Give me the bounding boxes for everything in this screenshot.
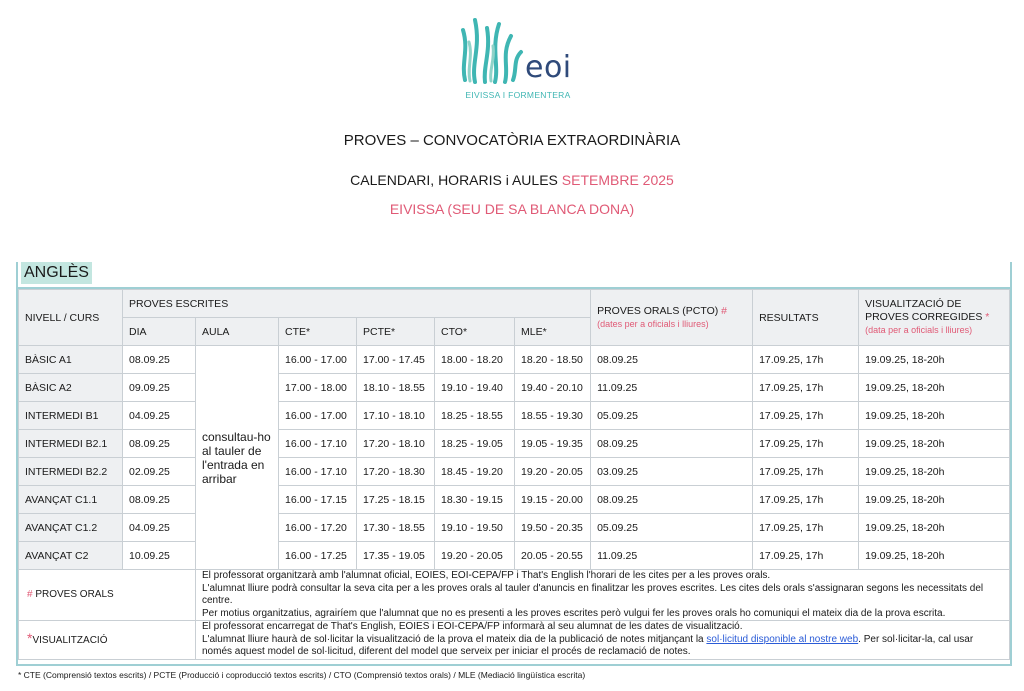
header-row — [19, 290, 1010, 318]
header-cte: CTE* — [279, 318, 357, 346]
cell-nivell: INTERMEDI B1 — [19, 402, 123, 430]
cell-resultats: 17.09.25, 17h — [753, 514, 859, 542]
cell-nivell: INTERMEDI B2.1 — [19, 430, 123, 458]
cell-pcte: 17.35 - 19.05 — [357, 542, 435, 570]
cell-orals: 03.09.25 — [591, 458, 753, 486]
notes-visualitzacio-mark: * — [27, 630, 33, 646]
cell-orals: 05.09.25 — [591, 514, 753, 542]
header-proves-escrites: PROVES ESCRITES — [123, 290, 591, 318]
cell-orals: 08.09.25 — [591, 486, 753, 514]
header-orals-note: (dates per a oficials i lliures) — [597, 318, 709, 329]
cell-cte: 16.00 - 17.15 — [279, 486, 357, 514]
cell-nivell: BÀSIC A1 — [19, 346, 123, 374]
cell-visualitzacio: 19.09.25, 18-20h — [859, 402, 1010, 430]
cell-cto: 18.00 - 18.20 — [435, 346, 515, 374]
footnote: * CTE (Comprensió textos escrits) / PCTE (Producció i coproducció textos escrits) / CTO (Comprensió textos orals) / MLE (Mediació lingüística escrita) — [18, 670, 586, 680]
cell-cto: 19.20 - 20.05 — [435, 542, 515, 570]
notes-orals-label-text: PROVES ORALS — [32, 588, 114, 600]
cell-dia: 10.09.25 — [123, 542, 196, 570]
cell-visualitzacio: 19.09.25, 18-20h — [859, 374, 1010, 402]
cell-orals: 08.09.25 — [591, 430, 753, 458]
header-dia: DIA — [123, 318, 196, 346]
document-subtitle — [0, 172, 1024, 188]
cell-cte: 16.00 - 17.20 — [279, 514, 357, 542]
notes-orals-p1: El professorat organitzarà amb l'alumnat oficial, EOIES, EOI-CEPA/FP i That's English l'horari de les cites per a les proves orals. — [202, 570, 771, 581]
cell-visualitzacio: 19.09.25, 18-20h — [859, 514, 1010, 542]
cell-cto: 19.10 - 19.50 — [435, 514, 515, 542]
cell-pcte: 17.25 - 18.15 — [357, 486, 435, 514]
cell-cto: 18.25 - 19.05 — [435, 430, 515, 458]
cell-mle: 19.20 - 20.05 — [515, 458, 591, 486]
cell-orals: 11.09.25 — [591, 542, 753, 570]
cell-cte: 16.00 - 17.10 — [279, 458, 357, 486]
cell-cte: 16.00 - 17.00 — [279, 346, 357, 374]
cell-resultats: 17.09.25, 17h — [753, 402, 859, 430]
cell-cte: 17.00 - 18.00 — [279, 374, 357, 402]
cell-resultats: 17.09.25, 17h — [753, 542, 859, 570]
cell-dia: 02.09.25 — [123, 458, 196, 486]
table-row — [19, 486, 1010, 514]
notes-visualitzacio-label — [19, 621, 196, 660]
header-nivell: NIVELL / CURS — [19, 290, 123, 346]
cell-resultats: 17.09.25, 17h — [753, 458, 859, 486]
subtitle-prefix: CALENDARI, HORARIS i AULES — [350, 172, 562, 188]
cell-orals: 08.09.25 — [591, 346, 753, 374]
section-title: ANGLÈS — [21, 262, 92, 284]
cell-dia: 09.09.25 — [123, 374, 196, 402]
header-orals-label: PROVES ORALS (PCTO) — [597, 304, 719, 317]
header-cto: CTO* — [435, 318, 515, 346]
cell-mle: 19.40 - 20.10 — [515, 374, 591, 402]
subtitle-date: SETEMBRE 2025 — [561, 172, 674, 188]
notes-orals-mark: # — [27, 588, 33, 600]
cell-resultats: 17.09.25, 17h — [753, 430, 859, 458]
header-pcte: PCTE* — [357, 318, 435, 346]
cell-visualitzacio: 19.09.25, 18-20h — [859, 486, 1010, 514]
header-orals — [591, 290, 753, 346]
notes-visualitzacio-p2-post: . Per sol·licitar-la, cal usar només aquest model de sol·licitud, diferent del model que serveix per iniciar el procés de reclamació de notes. — [202, 633, 974, 657]
notes-visualitzacio-row — [19, 621, 1010, 660]
notes-orals-p3: Per motius organitzatius, agrairíem que l'alumnat que no es presenti a les proves escrites però vulgui fer les proves orals ho comuniqui el mateix dia de la prova escrita. — [202, 607, 946, 619]
table-row — [19, 374, 1010, 402]
cell-visualitzacio: 19.09.25, 18-20h — [859, 458, 1010, 486]
notes-visualitzacio-p2 — [202, 634, 1003, 659]
notes-visualitzacio-p1: El professorat encarregat de That's English, EOIES i EOI-CEPA/FP informarà al seu alumnat de les dates de visualització. — [202, 621, 743, 632]
header-orals-mark: # — [721, 304, 728, 317]
cell-pcte: 17.20 - 18.10 — [357, 430, 435, 458]
cell-visualitzacio: 19.09.25, 18-20h — [859, 346, 1010, 374]
table-row — [19, 430, 1010, 458]
cell-pcte: 17.20 - 18.30 — [357, 458, 435, 486]
cell-nivell: AVANÇAT C1.2 — [19, 514, 123, 542]
cell-mle: 19.15 - 20.00 — [515, 486, 591, 514]
logo-name: eoi — [525, 50, 572, 85]
header-aula: AULA — [196, 318, 279, 346]
notes-orals-row — [19, 570, 1010, 621]
notes-orals-text — [196, 570, 1010, 621]
cell-mle: 19.05 - 19.35 — [515, 430, 591, 458]
cell-pcte: 17.10 - 18.10 — [357, 402, 435, 430]
cell-orals: 05.09.25 — [591, 402, 753, 430]
cell-nivell: AVANÇAT C1.1 — [19, 486, 123, 514]
header-visualitzacio-mark: * — [985, 311, 990, 323]
cell-mle: 18.55 - 19.30 — [515, 402, 591, 430]
cell-mle: 19.50 - 20.35 — [515, 514, 591, 542]
header-visualitzacio-label: VISUALITZACIÓ DE PROVES CORREGIDES — [865, 298, 983, 323]
cell-dia: 04.09.25 — [123, 402, 196, 430]
cell-nivell: AVANÇAT C2 — [19, 542, 123, 570]
table-row — [19, 514, 1010, 542]
table-body — [19, 346, 1010, 570]
header-mle: MLE* — [515, 318, 591, 346]
cell-resultats: 17.09.25, 17h — [753, 374, 859, 402]
document-title: PROVES – CONVOCATÒRIA EXTRAORDINÀRIA — [343, 132, 681, 149]
schedule-table — [18, 289, 1010, 660]
document-location: EIVISSA (SEU DE SA BLANCA DONA) — [389, 201, 635, 217]
cell-orals: 11.09.25 — [591, 374, 753, 402]
cell-pcte: 17.30 - 18.55 — [357, 514, 435, 542]
logo-subtitle: EIVISSA I FORMENTERA — [465, 90, 571, 100]
cell-cte: 16.00 - 17.10 — [279, 430, 357, 458]
cell-cto: 18.25 - 18.55 — [435, 402, 515, 430]
solicitud-link[interactable]: sol·licitud disponible al nostre web — [706, 633, 859, 645]
header-resultats: RESULTATS — [753, 290, 859, 346]
cell-mle: 18.20 - 18.50 — [515, 346, 591, 374]
aula-cell: consultau-ho al tauler de l'entrada en arribar — [196, 346, 279, 570]
cell-cto: 18.45 - 19.20 — [435, 458, 515, 486]
header-visualitzacio — [859, 290, 1010, 346]
cell-nivell: INTERMEDI B2.2 — [19, 458, 123, 486]
cell-mle: 20.05 - 20.55 — [515, 542, 591, 570]
cell-dia: 08.09.25 — [123, 486, 196, 514]
cell-nivell: BÀSIC A2 — [19, 374, 123, 402]
cell-cte: 16.00 - 17.25 — [279, 542, 357, 570]
cell-pcte: 18.10 - 18.55 — [357, 374, 435, 402]
header-visualitzacio-note: (data per a oficials i lliures) — [865, 325, 973, 335]
cell-visualitzacio: 19.09.25, 18-20h — [859, 430, 1010, 458]
cell-pcte: 17.00 - 17.45 — [357, 346, 435, 374]
notes-orals-label — [19, 570, 196, 621]
table-row — [19, 402, 1010, 430]
table-row — [19, 458, 1010, 486]
cell-dia: 04.09.25 — [123, 514, 196, 542]
notes-visualitzacio-p2-pre: L'alumnat lliure haurà de sol·licitar la visualització de la prova el mateix dia de la publicació de notes mitjançant la — [202, 633, 707, 645]
cell-visualitzacio: 19.09.25, 18-20h — [859, 542, 1010, 570]
cell-dia: 08.09.25 — [123, 430, 196, 458]
notes-orals-p2: L'alumnat lliure podrà consultar la seva cita per a les proves orals al tauler d'anuncis en finalitzar les proves escrites. Les cites dels orals s'assignaran segons les necessitats del centre. — [202, 582, 984, 606]
cell-cto: 19.10 - 19.40 — [435, 374, 515, 402]
table-row — [19, 542, 1010, 570]
cell-resultats: 17.09.25, 17h — [753, 346, 859, 374]
cell-resultats: 17.09.25, 17h — [753, 486, 859, 514]
notes-visualitzacio-text — [196, 621, 1010, 660]
cell-dia: 08.09.25 — [123, 346, 196, 374]
cell-cte: 16.00 - 17.00 — [279, 402, 357, 430]
notes-visualitzacio-label-text: VISUALITZACIÓ — [32, 635, 108, 646]
table-row — [19, 346, 1010, 374]
cell-cto: 18.30 - 19.15 — [435, 486, 515, 514]
